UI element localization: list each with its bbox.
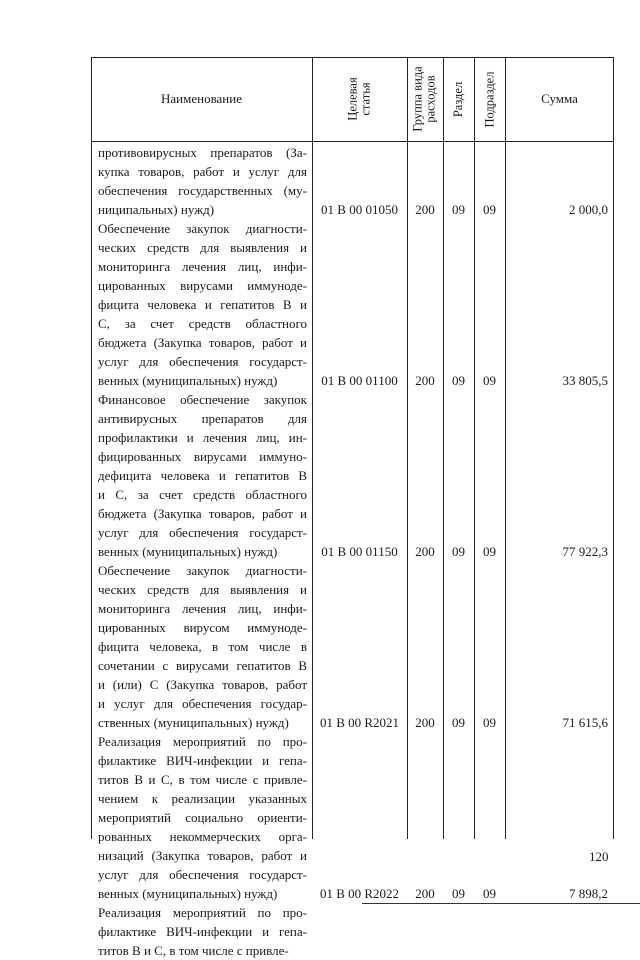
header-subsection-cell [474, 57, 505, 141]
row-target-article: 01 В 00 01150 [321, 544, 398, 559]
row-name-line: венных (муниципальных) нужд) [98, 886, 278, 901]
row-name-line: купка товаров, работ и услуг для [98, 164, 307, 179]
row-name-line: дефицита человека и гепатитов В [98, 468, 307, 483]
header-subsection: Подраздел [482, 71, 496, 127]
row-target-article: 01 В 00 R2021 [319, 715, 400, 730]
row-name-line: филактике ВИЧ-инфекции и гепа- [98, 924, 307, 939]
table-border-right [613, 57, 614, 839]
header-section: Раздел [451, 81, 466, 117]
row-amount: 7 898,2 [569, 886, 608, 901]
row-name-line: Реализация мероприятий по про- [98, 905, 307, 920]
row-section: 09 [452, 373, 465, 388]
row-section: 09 [452, 544, 465, 559]
header-section-cell [443, 57, 474, 141]
row-name-line: услуг для обеспечения государст- [98, 867, 307, 882]
row-expense-group: 200 [415, 373, 435, 388]
row-name-line: фицита человека и гепатитов В и [98, 297, 307, 312]
row-name-line: чением к реализации указанных [98, 791, 307, 806]
row-name-line: бюджета (Закупка товаров, работ и [98, 506, 307, 521]
row-subsection: 09 [483, 715, 496, 730]
row-expense-group: 200 [415, 202, 435, 217]
row-name-line: цированных вирусом иммуноде- [98, 620, 307, 635]
header-expense-group-cell [407, 57, 443, 141]
row-name-line: ниципальных) нужд) [98, 202, 215, 217]
header-expense-group: Группа вида расходов [411, 66, 439, 132]
budget-table [91, 57, 614, 958]
row-section: 09 [452, 715, 465, 730]
header-target-article-cell [312, 57, 407, 141]
row-name-line: и С, за счет средств областного [98, 487, 307, 502]
row-subsection: 09 [483, 373, 496, 388]
row-expense-group: 200 [415, 886, 435, 901]
row-name-line: бюджета (Закупка товаров, работ и [98, 335, 307, 350]
row-name-line: Финансовое обеспечение закупок [98, 392, 307, 407]
row-amount: 33 805,5 [562, 373, 608, 388]
row-name-line: ственных (муниципальных) нужд) [98, 715, 289, 730]
row-target-article: 01 В 00 R2022 [319, 886, 400, 901]
row-name-line: противовирусных препаратов (За- [98, 145, 307, 160]
row-name-line: Обеспечение закупок диагности- [98, 221, 307, 236]
header-amount: Сумма [541, 91, 578, 106]
row-name-line: услуг для обеспечения государст- [98, 525, 307, 540]
row-subsection: 09 [483, 544, 496, 559]
row-target-article: 01 В 00 01100 [321, 373, 398, 388]
row-name-line: и услуг для обеспечения государ- [98, 696, 307, 711]
row-name-line: филактике ВИЧ-инфекции и гепа- [98, 753, 307, 768]
row-section: 09 [452, 886, 465, 901]
header-divider [91, 141, 614, 142]
row-name-line: цированных вирусами иммуноде- [98, 278, 307, 293]
header-name: Наименование [161, 91, 242, 106]
row-name-line: венных (муниципальных) нужд) [98, 544, 278, 559]
row-name-line: профилактики и лечения лиц, ин- [98, 430, 307, 445]
row-name-line: низаций (Закупка товаров, работ и [98, 848, 307, 863]
row-name-line: ческих средств для выявления и [98, 240, 307, 255]
header-target-article: Целевая статья [345, 77, 373, 121]
row-name-line: фицированных вирусами иммуно- [98, 449, 307, 464]
row-name-line: рованных некоммерческих орга- [98, 829, 307, 844]
row-name-line: мероприятий социально ориенти- [98, 810, 307, 825]
row-amount: 2 000,0 [569, 202, 608, 217]
row-name-line: Обеспечение закупок диагности- [98, 563, 307, 578]
row-name-line: Реализация мероприятий по про- [98, 734, 307, 749]
row-section: 09 [452, 202, 465, 217]
row-name-line: сочетании с вирусами гепатитов В [98, 658, 307, 673]
row-name-line: фицита человека, в том числе в [98, 639, 307, 654]
row-amount: 71 615,6 [562, 715, 608, 730]
row-name-line: венных (муниципальных) нужд) [98, 373, 278, 388]
row-target-article: 01 В 00 01050 [321, 202, 398, 217]
footer-rule [362, 903, 640, 904]
row-name-line: ческих средств для выявления и [98, 582, 307, 597]
row-name-line: антивирусных препаратов для [98, 411, 307, 426]
row-name-line: услуг для обеспечения государст- [98, 354, 307, 369]
row-name-line: и (или) С (Закупка товаров, работ [98, 677, 307, 692]
row-subsection: 09 [483, 886, 496, 901]
row-name-line: мониторинга лечения лиц, инфи- [98, 601, 307, 616]
row-name-line: титов В и С, в том числе с привле- [98, 943, 289, 958]
row-subsection: 09 [483, 202, 496, 217]
row-expense-group: 200 [415, 544, 435, 559]
page-number: 120 [589, 849, 609, 864]
table-border-left [91, 57, 92, 839]
row-name-line: мониторинга лечения лиц, инфи- [98, 259, 307, 274]
row-amount: 77 922,3 [562, 544, 608, 559]
row-name-line: обеспечения государственных (му- [98, 183, 307, 198]
row-name-line: С, за счет средств областного [98, 316, 307, 331]
row-expense-group: 200 [415, 715, 435, 730]
row-name-line: титов В и С, в том числе с привле- [98, 772, 307, 787]
